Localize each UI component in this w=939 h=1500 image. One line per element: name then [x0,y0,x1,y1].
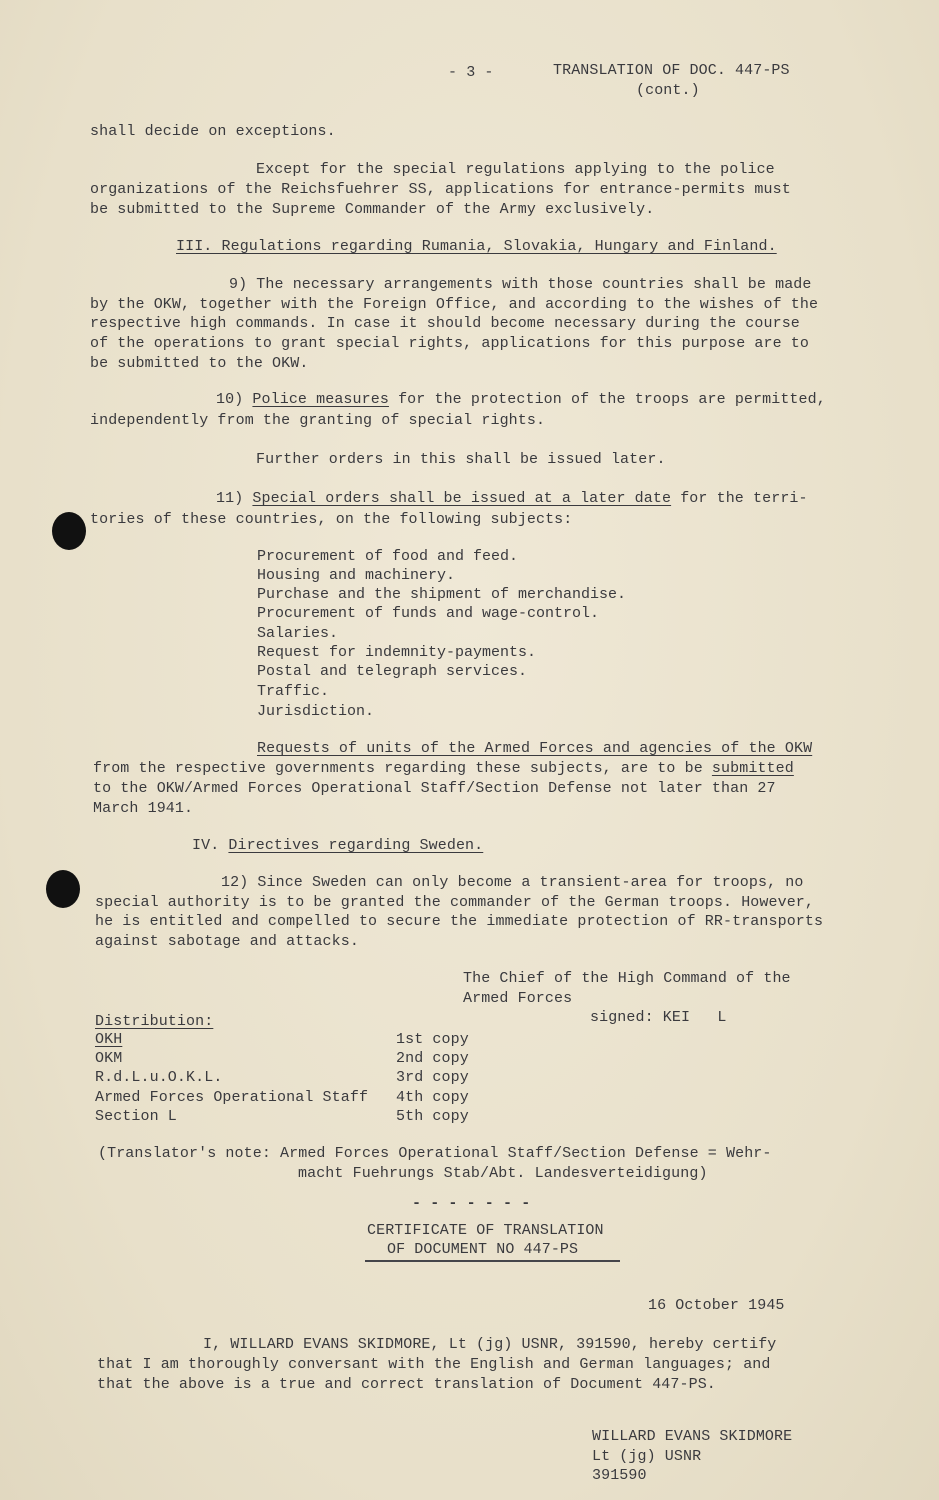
paragraph-10-number: 10) [216,391,244,408]
paragraph-9-line4: of the operations to grant special rights, applications for this purpose are to [90,335,810,352]
distribution-recipient: Section L [95,1108,177,1125]
paragraph-10-underlined: Police measures [252,391,389,408]
paragraph-10-line1 [216,390,826,409]
paragraph-11-number: 11) [216,490,244,507]
paragraph-11-line1 [216,489,808,508]
requests-line3: to the OKW/Armed Forces Operational Staff/Section Defense not later than 27 [93,780,776,797]
header-cont: (cont.) [636,82,700,99]
subject-item: Housing and machinery. [257,567,456,584]
subject-item: Purchase and the shipment of merchandise. [257,586,627,603]
paragraph-12-line2: special authority is to be granted the commander of the German troops. However, [95,894,815,911]
subject-item: Procurement of funds and wage-control. [257,605,600,622]
distribution-heading: Distribution: [95,1013,214,1030]
section-4-title: Directives regarding Sweden. [228,837,484,854]
punch-hole-bottom [46,870,80,908]
separator-dashes: - - - - - - - [412,1195,531,1212]
paragraph-9-line3: respective high commands. In case it should become necessary during the course [90,315,800,332]
requests-line2-text: from the respective governments regarding these subjects, are to be [93,760,703,777]
paragraph-11-line2: tories of these countries, on the following subjects: [90,511,573,528]
section-4-heading [192,836,483,855]
distribution-recipient: OKM [95,1050,123,1067]
distribution-copy: 5th copy [396,1108,469,1125]
requests-line2 [93,759,794,778]
requests-line1: Requests of units of the Armed Forces and agencies of the OKW [257,740,813,757]
signer-number: 391590 [592,1467,647,1484]
paragraph-exceptions: shall decide on exceptions. [90,123,336,140]
page-number: - 3 - [448,64,494,81]
distribution-recipient: Armed Forces Operational Staff [95,1089,369,1106]
requests-line2-submitted: submitted [711,760,794,777]
paragraph-10-rest: for the protection of the troops are permitted, [398,391,826,408]
certificate-text-line1: I, WILLARD EVANS SKIDMORE, Lt (jg) USNR, 391590, hereby certify [203,1336,777,1353]
distribution-copy: 2nd copy [396,1050,469,1067]
requests-line4: March 1941. [93,800,194,817]
distribution-recipient: OKH [95,1031,123,1048]
certificate-date: 16 October 1945 [648,1297,785,1314]
certificate-subtitle: OF DOCUMENT NO 447-PS [387,1241,579,1258]
paragraph-11-underlined: Special orders shall be issued at a later date [252,490,672,507]
paragraph-9-line5: be submitted to the OKW. [90,355,309,372]
certificate-text-line2: that I am thoroughly conversant with the English and German languages; and [97,1356,771,1373]
subject-item: Salaries. [257,625,339,642]
distribution-copy: 4th copy [396,1089,469,1106]
paragraph-9-line2: by the OKW, together with the Foreign Office, and according to the wishes of the [90,296,819,313]
translator-note-line1: (Translator's note: Armed Forces Operational Staff/Section Defense = Wehr- [98,1145,772,1162]
certificate-title: CERTIFICATE OF TRANSLATION [367,1222,604,1239]
translator-note-line2: macht Fuehrungs Stab/Abt. Landesverteidigung) [298,1165,708,1182]
paragraph-further-orders: Further orders in this shall be issued later. [256,451,666,468]
signature-line1: The Chief of the High Command of the [463,970,791,987]
subject-item: Traffic. [257,683,330,700]
paragraph-entrance-line3: be submitted to the Supreme Commander of the Army exclusively. [90,201,655,218]
distribution-copy: 1st copy [396,1031,469,1048]
distribution-recipient: R.d.L.u.O.K.L. [95,1069,223,1086]
punch-hole-top [52,512,86,550]
subject-item: Request for indemnity-payments. [257,644,537,661]
subject-item: Jurisdiction. [257,703,375,720]
signer-name: WILLARD EVANS SKIDMORE [592,1428,793,1445]
subject-item: Procurement of food and feed. [257,548,519,565]
distribution-copy: 3rd copy [396,1069,469,1086]
section-3-heading: III. Regulations regarding Rumania, Slovakia, Hungary and Finland. [176,238,777,255]
paragraph-12-line3: he is entitled and compelled to secure the immediate protection of RR-transports [95,913,824,930]
header-title: TRANSLATION OF DOC. 447-PS [553,62,790,79]
paragraph-10-line2: independently from the granting of special rights. [90,412,546,429]
paragraph-12-line4: against sabotage and attacks. [95,933,359,950]
paragraph-11-rest: for the terri- [680,490,808,507]
paragraph-entrance-line1: Except for the special regulations applying to the police [256,161,775,178]
certificate-underline [365,1260,620,1262]
subject-item: Postal and telegraph services. [257,663,528,680]
section-4-number: IV. [192,837,220,854]
signature-signed: signed: KEI L [590,1009,727,1026]
signer-rank: Lt (jg) USNR [592,1448,702,1465]
paragraph-entrance-line2: organizations of the Reichsfuehrer SS, applications for entrance-permits must [90,181,791,198]
signature-line2: Armed Forces [463,990,573,1007]
paragraph-9-line1: 9) The necessary arrangements with those countries shall be made [229,276,812,293]
certificate-text-line3: that the above is a true and correct translation of Document 447-PS. [97,1376,716,1393]
paragraph-12-line1: 12) Since Sweden can only become a transient-area for troops, no [221,874,804,891]
